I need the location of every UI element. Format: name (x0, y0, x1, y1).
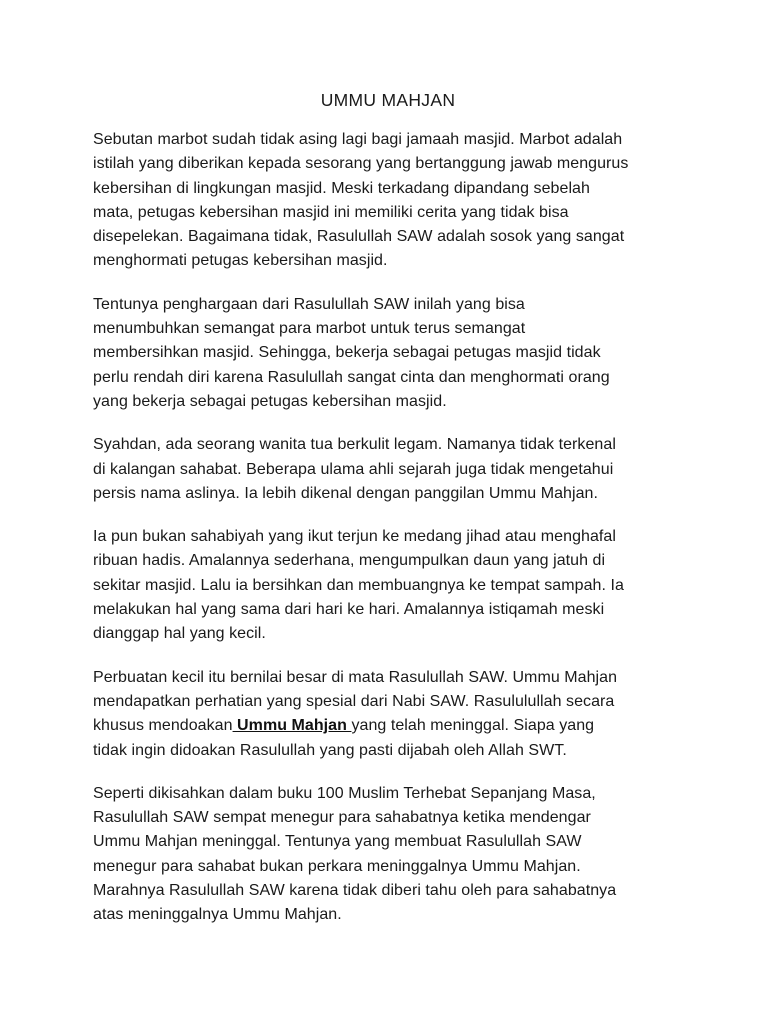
document-title: UMMU MAHJAN (320, 90, 456, 110)
text-line: Tentunya penghargaan dari Rasulullah SAW inilah yang bisa (93, 295, 525, 313)
text-line: Sebutan marbot sudah tidak asing lagi bagi jamaah masjid. Marbot adalah (93, 131, 623, 148)
paragraph-1 (93, 128, 683, 274)
paragraph-6 (93, 782, 683, 928)
text-line: kebersihan di lingkungan masjid. Meski terkadang dipandang sebelah (93, 179, 590, 197)
text-line (93, 717, 594, 734)
text-line: menghormati petugas kebersihan masjid. (93, 252, 388, 270)
text-line: sekitar masjid. Lalu ia bersihkan dan membuangnya ke tempat sampah. Ia (93, 576, 624, 594)
text-line: Ia pun bukan sahabiyah yang ikut terjun ke medang jihad atau menghafal (93, 528, 616, 546)
text-line: Syahdan, ada seorang wanita tua berkulit legam. Namanya tidak terkenal (93, 436, 616, 454)
paragraph-5 (93, 666, 683, 763)
text-line: mata, petugas kebersihan masjid ini memiliki cerita yang tidak bisa (93, 203, 569, 221)
paragraph-4 (93, 525, 683, 646)
paragraph-3 (93, 433, 683, 506)
text-line: ribuan hadis. Amalannya sederhana, mengumpulkan daun yang jatuh di (93, 552, 606, 570)
text-line: Perbuatan kecil itu bernilai besar di mata Rasulullah SAW. Ummu Mahjan (93, 668, 618, 686)
text-line: perlu rendah diri karena Rasulullah sangat cinta dan menghormati orang (93, 368, 610, 386)
text-line: disepelekan. Bagaimana tidak, Rasulullah SAW adalah sosok yang sangat (93, 228, 625, 246)
text-line: persis nama aslinya. Ia lebih dikenal dengan panggilan Ummu Mahjan. (93, 484, 598, 502)
text-line: menegur para sahabat bukan perkara meninggalnya Ummu Mahjan. (93, 857, 581, 875)
text-line: dianggap hal yang kecil. (93, 625, 266, 643)
text-line: mendapatkan perhatian yang spesial dari Nabi SAW. Rasululullah secara (93, 692, 615, 710)
text-line: membersihkan masjid. Sehingga, bekerja sebagai petugas masjid tidak (93, 344, 601, 362)
text-line: atas meninggalnya Ummu Mahjan. (93, 906, 342, 924)
paragraph-2 (93, 293, 683, 414)
text-line: Marahnya Rasulullah SAW karena tidak diberi tahu oleh para sahabatnya (93, 882, 617, 900)
ummu-mahjan-link[interactable]: Ummu Mahjan (232, 717, 352, 735)
text-line: menumbuhkan semangat para marbot untuk terus semangat (93, 320, 526, 338)
text-line: tidak ingin didoakan Rasulullah yang pasti dijabah oleh Allah SWT. (93, 741, 567, 759)
text-line: Seperti dikisahkan dalam buku 100 Muslim Terhebat Sepanjang Masa, (93, 784, 596, 802)
text-line: yang bekerja sebagai petugas kebersihan masjid. (93, 392, 447, 410)
text-line: melakukan hal yang sama dari hari ke hari. Amalannya istiqamah meski (93, 601, 605, 619)
text-line: Ummu Mahjan meninggal. Tentunya yang membuat Rasulullah SAW (93, 833, 582, 851)
document-page (93, 88, 683, 947)
text-line: Rasulullah SAW sempat menegur para sahabatnya ketika mendengar (93, 809, 591, 827)
text-segment: khusus mendoakan (93, 717, 233, 735)
text-line: di kalangan sahabat. Beberapa ulama ahli sejarah juga tidak mengetahui (93, 460, 614, 478)
text-segment: yang telah meninggal. Siapa yang (351, 717, 595, 735)
text-line: istilah yang diberikan kepada sesorang yang bertanggung jawab mengurus (93, 155, 629, 173)
